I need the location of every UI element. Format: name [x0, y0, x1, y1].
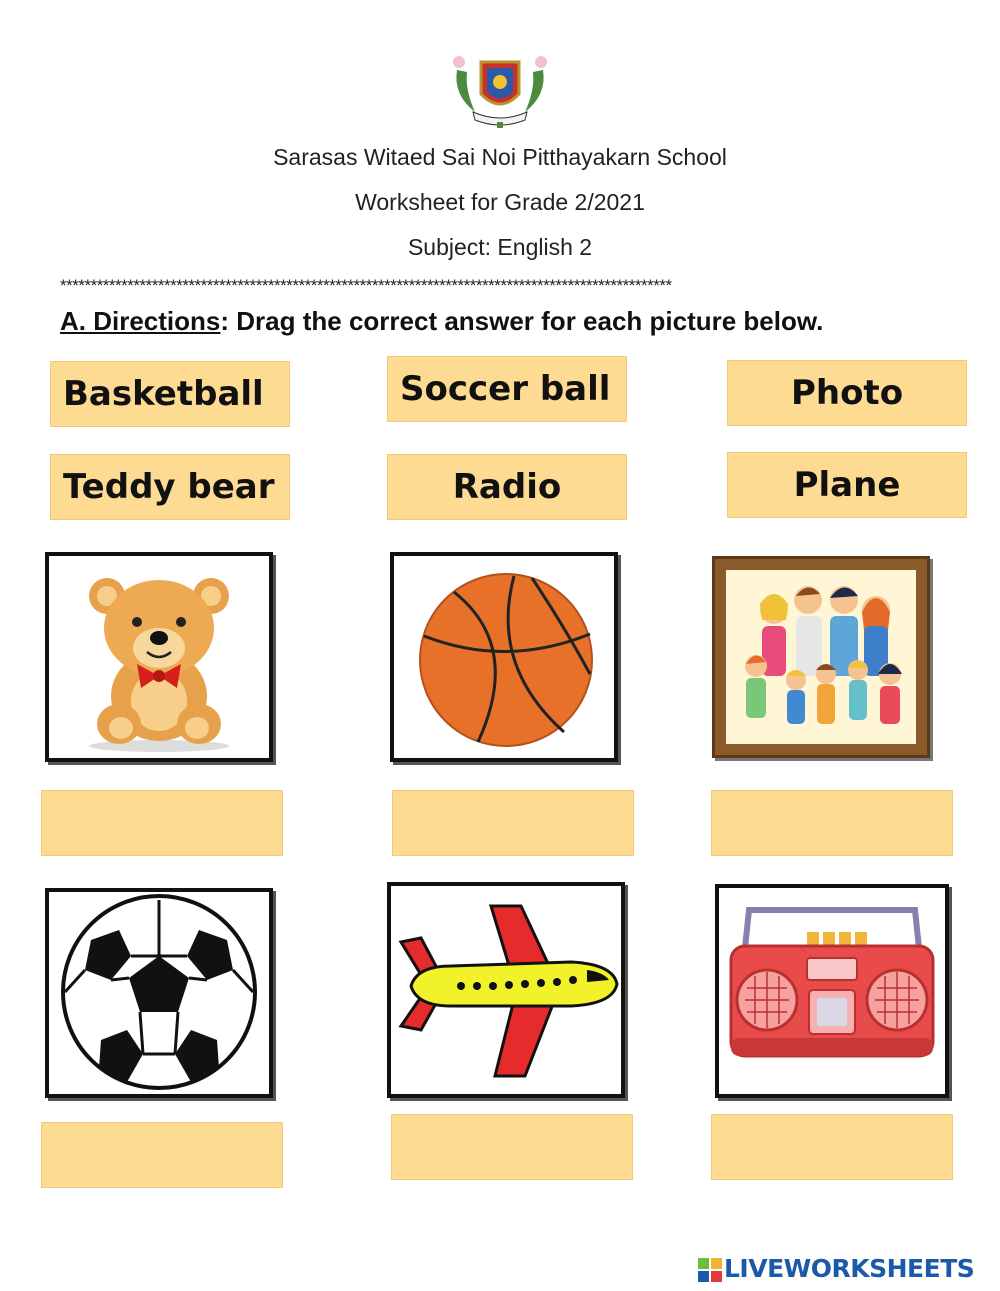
picture-radio	[715, 884, 949, 1098]
school-logo-icon	[445, 50, 555, 132]
soccer-ball-icon	[49, 892, 269, 1094]
subject-line: Subject: English 2	[407, 234, 593, 260]
answer-box-4[interactable]	[41, 1122, 283, 1188]
picture-teddy-bear	[45, 552, 273, 762]
liveworksheets-logo-icon	[698, 1258, 722, 1282]
picture-basketball	[390, 552, 618, 762]
school-name: Sarasas Witaed Sai Noi Pitthayakarn School	[273, 144, 727, 170]
directions-text: : Drag the correct answer for each picture below.	[220, 306, 824, 336]
word-radio[interactable]: Radio	[387, 454, 627, 520]
word-plane[interactable]: Plane	[727, 452, 967, 518]
directions	[60, 306, 823, 337]
worksheet-title: Worksheet for Grade 2/2021	[355, 189, 645, 215]
footer-brand: LIVEWORKSHEETS	[724, 1254, 975, 1283]
answer-box-3[interactable]	[711, 790, 953, 856]
airplane-icon	[391, 886, 621, 1094]
radio-icon	[719, 888, 945, 1094]
answer-box-5[interactable]	[391, 1114, 633, 1180]
picture-family-photo	[712, 556, 930, 758]
picture-soccer-ball	[45, 888, 273, 1098]
word-soccer-ball[interactable]: Soccer ball	[387, 356, 627, 422]
answer-box-1[interactable]	[41, 790, 283, 856]
word-basketball[interactable]: Basketball	[50, 361, 290, 427]
answer-box-6[interactable]	[711, 1114, 953, 1180]
family-photo-icon	[726, 570, 916, 744]
word-photo[interactable]: Photo	[727, 360, 967, 426]
picture-airplane	[387, 882, 625, 1098]
teddy-bear-icon	[49, 556, 269, 758]
directions-label: A. Directions	[60, 306, 221, 336]
separator-line: ****************************************************************************************************	[60, 276, 672, 295]
answer-box-2[interactable]	[392, 790, 634, 856]
basketball-icon	[394, 556, 614, 758]
word-teddy-bear[interactable]: Teddy bear	[50, 454, 290, 520]
